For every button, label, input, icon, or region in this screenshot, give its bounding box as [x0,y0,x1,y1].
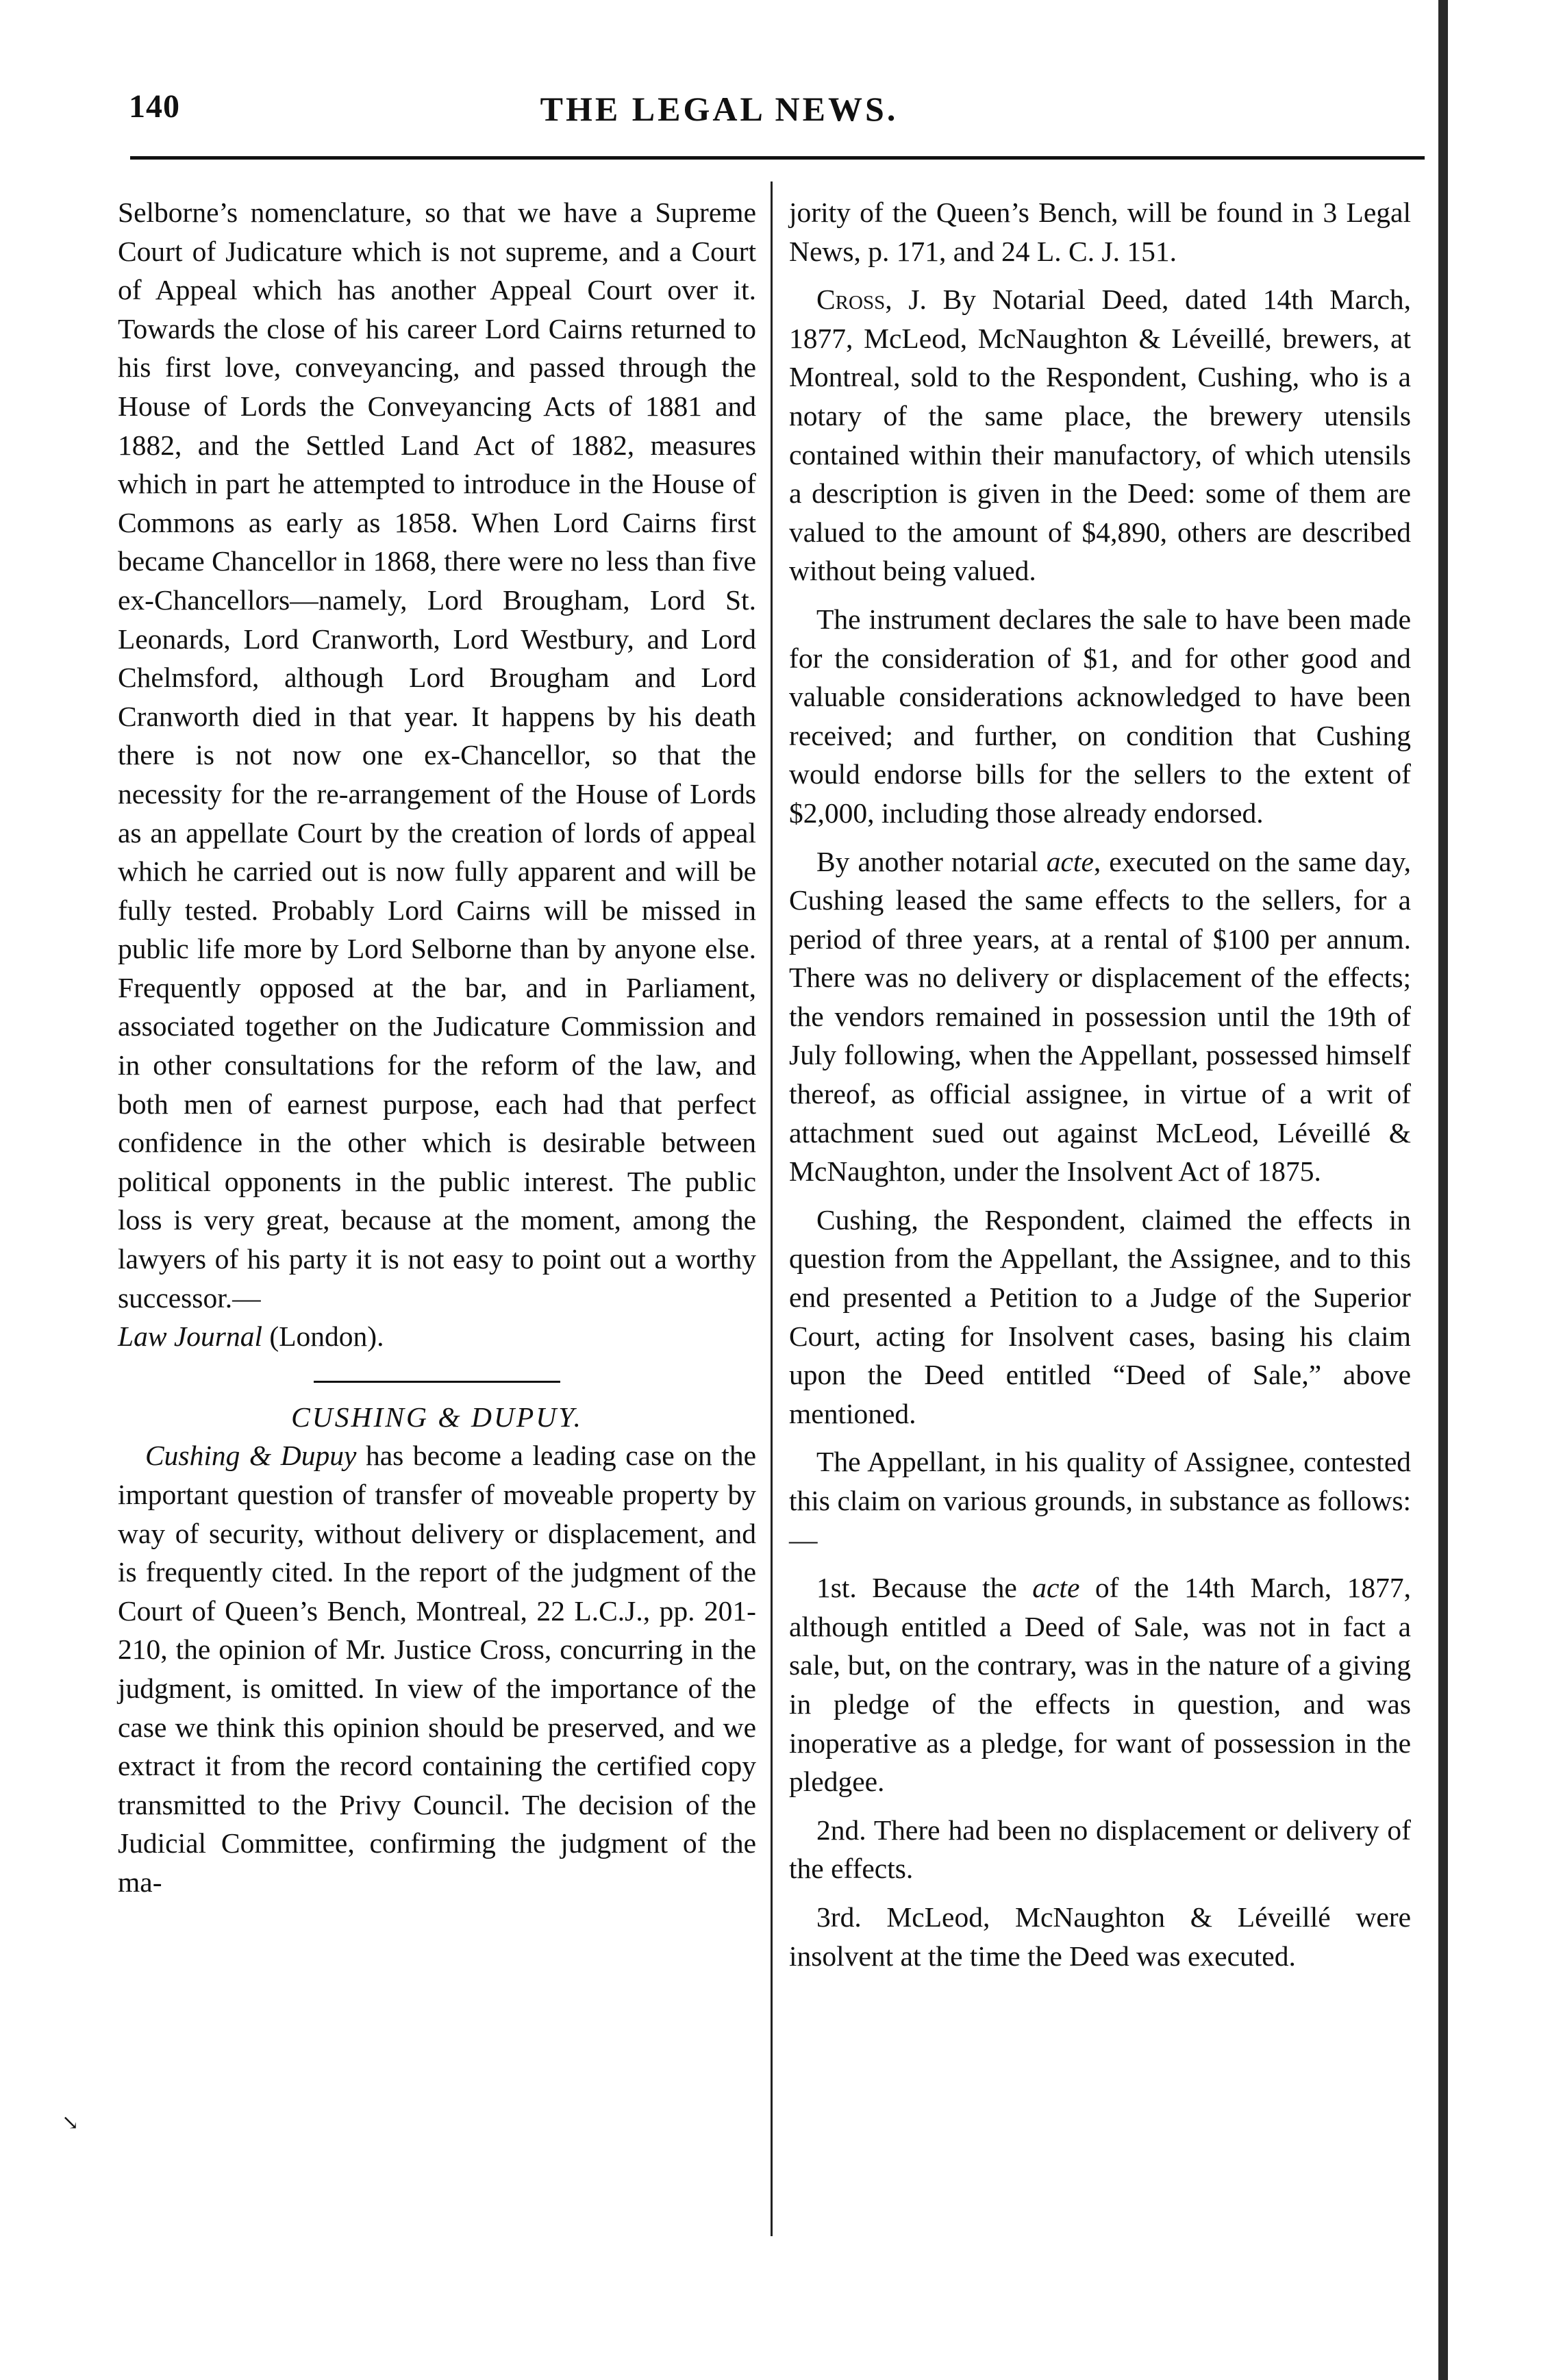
paragraph-text: , J. By Notarial Deed, dated 14th March, 1877, McLeod, McNaughton & Léveillé, brewers, at Montreal, sold to the Respondent, Cushing, who is a notary of the same place, the brewery utensils contained within their manufactory, of which utensils a description is given in the Deed: some of them are valued to the amount of $4,890, others are described without being valued. [789,284,1411,587]
acte-term: acte [1046,845,1094,877]
page-edge-shadow [1438,0,1448,2380]
paragraph-gap [789,1559,1411,1568]
source-suffix: (London). [262,1320,384,1353]
right-column [789,193,1411,1975]
paragraph-gap [789,271,1411,280]
margin-mark: ↘ [62,2112,79,2134]
source-citation: Law Journal [118,1320,262,1353]
paragraph-text: of the 14th March, 1877, although entitled a Deed of Sale, was not in fact a sale, but, on the contrary, was in the nature of a giving in pledge of the effects in question, and was inoperative as a pledge, for want of possession in the pledgee. [789,1572,1411,1798]
paragraph-gap [789,1433,1411,1442]
judge-name: Cross [816,284,886,316]
paragraph [789,1568,1411,1801]
left-column [118,193,756,1902]
paragraph: The Appellant, in his quality of Assignee, contested this claim on various grounds, in substance as follows:— [789,1446,1411,1555]
paragraph-text: By another notarial [816,845,1047,877]
paragraph [789,280,1411,590]
paragraph-gap [789,590,1411,600]
paragraph: 3rd. McLeod, McNaughton & Léveillé were insolvent at the time the Deed was executed. [789,1901,1411,1972]
header-rule [130,156,1425,160]
page-number: 140 [129,88,180,125]
paragraph [789,842,1411,1191]
paragraph-text: 1st. Because the [816,1572,1033,1604]
paragraph: The instrument declares the sale to have been made for the consideration of $1, and for other good and valuable considerations acknowledged to have been received; and further, on condition that Cushing would endorse bills for the sellers to the extent of $2,000, including those already endorsed. [789,603,1411,829]
paragraph: jority of the Queen’s Bench, will be found in 3 Legal News, p. 171, and 24 L. C. J. 151. [789,197,1411,267]
paragraph-gap [789,833,1411,842]
paragraph-gap [789,1801,1411,1811]
paragraph [118,1436,756,1901]
paragraph-gap [789,1191,1411,1201]
case-name: Cushing & Dupuy [145,1440,357,1472]
paragraph-text: Selborne’s nomenclature, so that we have a Supreme Court of Judicature which is not supreme, and a Court of Appeal which has another Appeal Court over it. Towards the close of his career Lord Cairns returned to his first love, conveyancing, and passed through the House of Lords the Conveyancing Acts of 1881 and 1882, and the Settled Land Act of 1882, measures which in part he attempted to introduce in the House of Commons as early as 1858. When Lord Cairns first became Chancellor in 1868, there were no less than five ex-Chancellors—namely, Lord Brougham, Lord St. Leonards, Lord Cranworth, Lord Westbury, and Lord Chelmsford, although Lord Brougham and Lord Cranworth died in that year. It happens by his death there is not now one ex-Chancellor, so that the necessity for the re-arrangement of the House of Lords as an appellate Court by the creation of lords of appeal which he carried out is now fully apparent and will be fully tested. Probably Lord Cairns will be missed in public life more by Lord Selborne than by anyone else. Frequently opposed at the bar, and in Parliament, associated together on the Judicature Commission and in other consultations for the reform of the law, and both men of earnest purpose, each had that perfect confidence in the other which is desirable between political opponents in the public interest. The public loss is very great, because at the moment, among the lawyers of his party it is not easy to point out a worthy successor.— [118,197,756,1314]
paragraph-gap [789,1888,1411,1898]
paragraph [118,193,756,1356]
column-divider [771,181,773,2236]
running-title: THE LEGAL NEWS. [540,90,899,128]
paragraph-text: has become a leading case on the important question of transfer of moveable property by way of security, without delivery or displacement, and is frequently cited. In the report of the judgment of the Court of Queen’s Bench, Montreal, 22 L.C.J., pp. 201-210, the opinion of Mr. Justice Cross, concurring in the judgment, is omitted. In view of the importance of the case we think this opinion should be preserved, and we extract it from the record containing the certified copy transmitted to the Privy Council. The decision of the Judicial Committee, confirming the judgment of the ma- [118,1440,756,1898]
acte-term: acte [1032,1572,1080,1604]
paragraph: Cushing, the Respondent, claimed the effects in question from the Appellant, the Assignee, and to this end presented a Petition to a Judge of the Superior Court, acting for Insolvent cases, basing his claim upon the Deed entitled “Deed of Sale,” above mentioned. [789,1203,1411,1429]
paragraph-text: , executed on the same day, Cushing leased the same effects to the sellers, for a period of three years, at a rental of $100 per annum. There was no delivery or displacement of the effects; the vendors remained in possession until the 19th of July following, when the Appellant, possessed himself thereof, as official assignee, in virtue of a writ of attachment sued out against McLeod, Léveillé & McNaughton, under the Insolvent Act of 1875. [789,845,1411,1188]
section-title: CUSHING & DUPUY. [291,1401,583,1433]
paragraph: 2nd. There had been no displacement or delivery of the effects. [789,1814,1411,1885]
section-divider [314,1381,560,1383]
